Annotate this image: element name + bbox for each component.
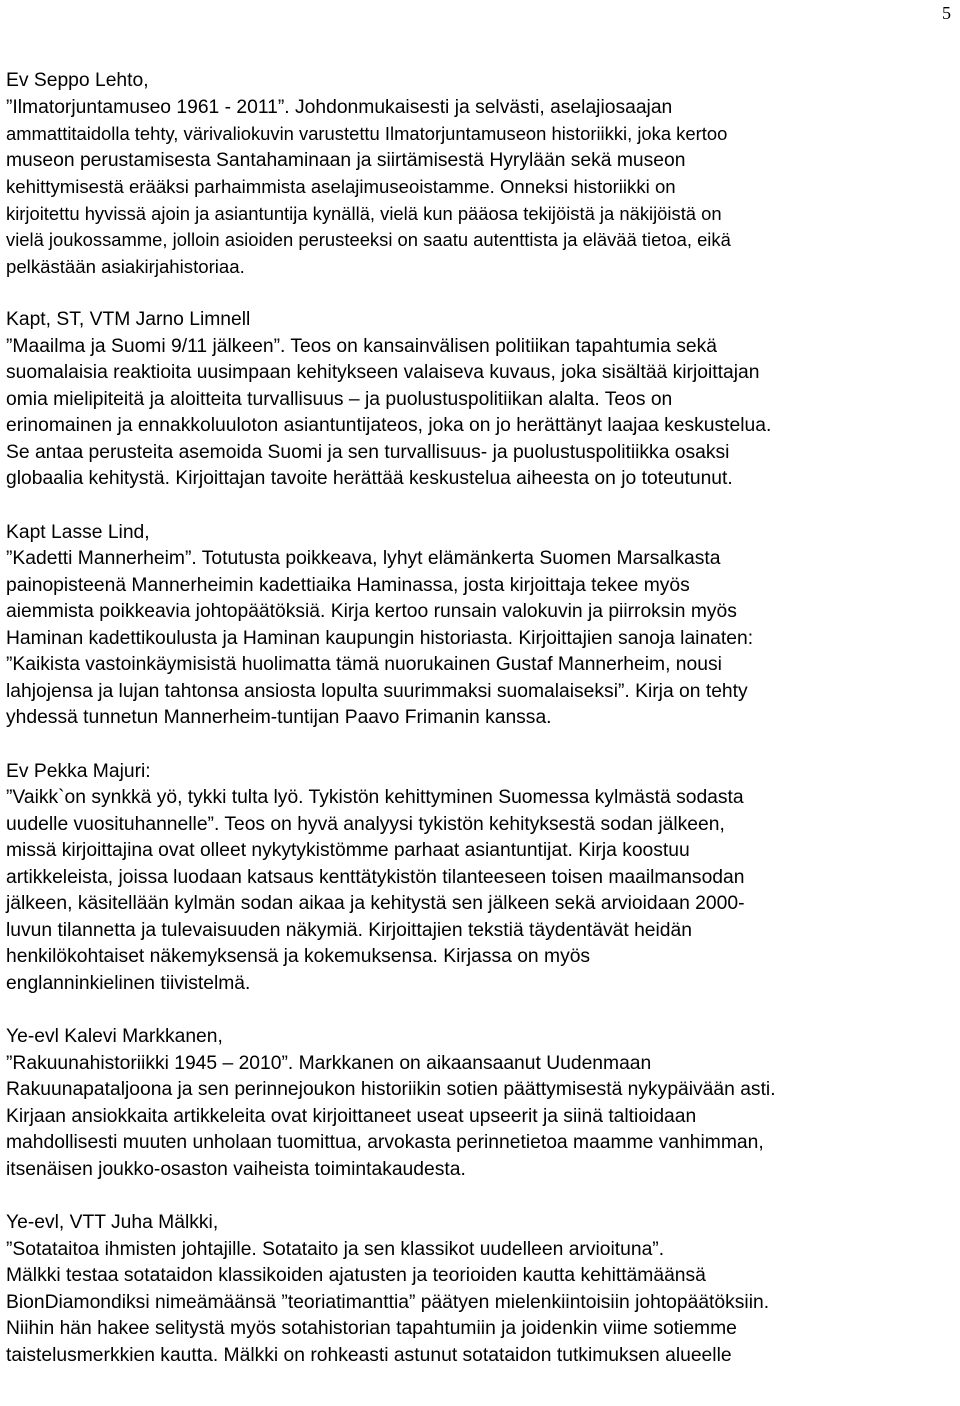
entry-text-line: Se antaa perusteita asemoida Suomi ja sen turvallisuus- ja puolustuspolitiikka osaksi: [6, 441, 730, 463]
entry-text-line: ”Vaikk`on synkkä yö, tykki tulta lyö. Tykistön kehittyminen Suomessa kylmästä sodasta: [6, 787, 744, 808]
entry-seppo-lehto: [6, 68, 952, 280]
entry-heading: Ev Seppo Lehto,: [6, 70, 149, 91]
entry-text-line: mahdollisesti muuten unholaan tuomittua, arvokasta perinnetietoa maamme vanhimman,: [6, 1132, 764, 1153]
entry-heading: Ye-evl, VTT Juha Mälkki,: [6, 1212, 219, 1233]
entry-kalevi-markkanen: [6, 1024, 952, 1183]
entry-text-line: BionDiamondiksi nimeämäänsä ”teoriatimanttia” päätyen mielenkiintoisiin johtopäätöksiin.: [6, 1291, 770, 1313]
entry-text-line: ”Kadetti Mannerheim”. Totutusta poikkeava, lyhyt elämänkerta Suomen Marsalkasta: [6, 548, 721, 569]
entry-text-line: ”Ilmatorjuntamuseo 1961 - 2011”. Johdonmukaisesti ja selvästi, aselajiosaajan: [6, 96, 673, 118]
entry-text-line: kirjoitettu hyvissä ajoin ja asiantuntija kynällä, vielä kun pääosa tekijöistä ja näkijöistä on: [6, 202, 722, 224]
entry-jarno-limnell: [6, 307, 952, 493]
entry-heading: Kapt, ST, VTM Jarno Limnell: [6, 309, 251, 330]
entry-text-line: englanninkielinen tiivistelmä.: [6, 972, 251, 994]
entry-text-line: ”Rakuunahistoriikki 1945 – 2010”. Markkanen on aikaansaanut Uudenmaan: [6, 1052, 652, 1074]
document-body: [6, 68, 952, 1396]
entry-heading: Kapt Lasse Lind,: [6, 521, 150, 543]
entry-text-line: lahjojensa ja lujan tahtonsa ansiosta lopulta suurimmaksi suomalaiseksi”. Kirja on tehty: [6, 680, 748, 702]
entry-text-line: ”Sotataitoa ihmisten johtajille. Sotataito ja sen klassikot uudelleen arvioituna”.: [6, 1238, 665, 1260]
entry-text-line: Rakuunapataljoona ja sen perinnejoukon historiikin sotien päättymisestä nykypäivään asti.: [6, 1079, 776, 1100]
entry-text-line: painopisteenä Mannerheimin kadettiaika Haminassa, josta kirjoittaja tekee myös: [6, 574, 690, 596]
entry-text-line: omia mielipiteitä ja aloitteita turvallisuus – ja puolustuspolitiikan alalta. Teos on: [6, 388, 673, 410]
entry-text-line: ammattitaidolla tehty, värivaliokuvin varustettu Ilmatorjuntamuseon historiikki, joka kertoo: [6, 123, 728, 144]
entry-text-line: museon perustamisesta Santahaminaan ja siirtämisestä Hyrylään sekä museon: [6, 149, 686, 171]
entry-text-line: luvun tilannetta ja tulevaisuuden näkymiä. Kirjoittajien tekstiä täydentävät heidän: [6, 919, 692, 941]
entry-text-line: suomalaisia reaktioita uusimpaan kehitykseen valaiseva kuvaus, joka sisältää kirjoittajan: [6, 362, 760, 383]
entry-text-line: jälkeen, käsitellään kylmän sodan aikaa ja kehitystä sen jälkeen sekä arvioidaan 2000-: [6, 893, 745, 914]
entry-lasse-lind: [6, 520, 952, 732]
entry-text-line: itsenäisen joukko-osaston vaiheista toimintakaudesta.: [6, 1158, 466, 1180]
entry-text-line: henkilökohtaiset näkemyksensä ja kokemuksensa. Kirjassa on myös: [6, 946, 591, 967]
page-number: 5: [942, 3, 951, 23]
entry-text-line: yhdessä tunnetun Mannerheim-tuntijan Paavo Frimanin kanssa.: [6, 707, 552, 728]
entry-text-line: ”Kaikista vastoinkäymisistä huolimatta tämä nuorukainen Gustaf Mannerheim, nousi: [6, 654, 722, 675]
entry-text-line: pelkästään asiakirjahistoriaa.: [6, 255, 245, 277]
entry-text-line: artikkeleista, joissa luodaan katsaus kenttätykistön tilanteeseen toisen maailmansodan: [6, 866, 745, 888]
entry-text-line: Mälkki testaa sotataidon klassikoiden ajatusten ja teorioiden kautta kehittämäänsä: [6, 1265, 706, 1286]
entry-text-line: ”Maailma ja Suomi 9/11 jälkeen”. Teos on kansainvälisen politiikan tapahtumia sekä: [6, 335, 717, 357]
entry-text-line: erinomainen ja ennakkoluuloton asiantuntijateos, joka on jo herättänyt laajaa keskustelua.: [6, 415, 772, 436]
entry-text-line: Haminan kadettikoulusta ja Haminan kaupungin historiasta. Kirjoittajien sanoja lainaten:: [6, 627, 754, 649]
entry-text-line: kehittymisestä erääksi parhaimmista aselajimuseoistamme. Onneksi historiikki on: [6, 176, 676, 197]
entry-text-line: globaalia kehitystä. Kirjoittajan tavoite herättää keskustelua aiheesta on jo toteutunut.: [6, 468, 733, 489]
entry-text-line: missä kirjoittajina ovat olleet nykytykistömme parhaat asiantuntijat. Kirja koostuu: [6, 840, 690, 861]
entry-heading: Ye-evl Kalevi Markkanen,: [6, 1026, 223, 1047]
entry-text-line: aiemmista poikkeavia johtopäätöksiä. Kirja kertoo runsain valokuvin ja piirroksin myös: [6, 601, 737, 622]
entry-heading: Ev Pekka Majuri:: [6, 760, 151, 782]
entry-text-line: Kirjaan ansiokkaita artikkeleita ovat kirjoittaneet useat upseerit ja siinä taltioidaan: [6, 1105, 697, 1127]
entry-text-line: Niihin hän hakee selitystä myös sotahistorian tapahtumiin ja joidenkin viime sotiemme: [6, 1318, 737, 1339]
entry-pekka-majuri: [6, 759, 952, 998]
entry-text-line: vielä joukossamme, jolloin asioiden perusteeksi on saatu autenttista ja elävää tietoa, eikä: [6, 229, 731, 250]
entry-text-line: uudelle vuosituhannelle”. Teos on hyvä analyysi tykistön kehityksestä sodan jälkeen,: [6, 813, 725, 835]
entry-text-line: taistelusmerkkien kautta. Mälkki on rohkeasti astunut sotataidon tutkimuksen alueelle: [6, 1344, 732, 1366]
entry-juha-malkki: [6, 1210, 952, 1369]
